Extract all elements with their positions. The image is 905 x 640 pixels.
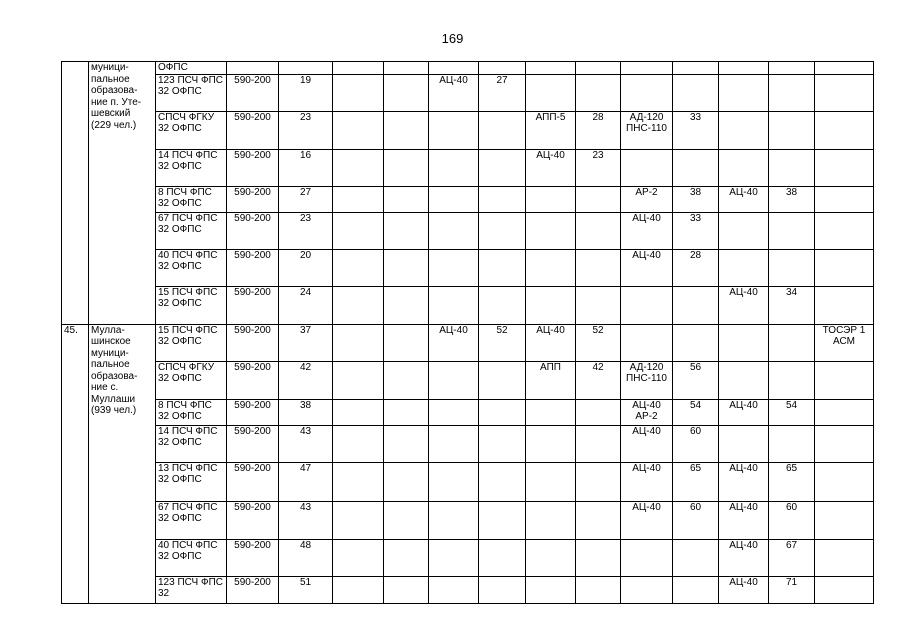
rank-cell: 590-200 [227,249,279,286]
equipment-cell [719,212,769,249]
resources-table [61,61,874,604]
time-cell [384,74,429,111]
time-cell [576,399,621,425]
table-row [62,111,874,149]
equipment-cell [719,324,769,361]
time-cell [769,62,815,75]
time-cell [673,62,719,75]
rank-cell: 590-200 [227,111,279,149]
unit-cell: СПСЧ ФГКУ 32 ОФПС [156,111,227,149]
unit-cell: 67 ПСЧ ФПС 32 ОФПС [156,212,227,249]
table-row [62,249,874,286]
time-cell [479,501,526,539]
equipment-cell [429,501,479,539]
arrival-time-cell: 23 [279,111,333,149]
note-cell [815,249,874,286]
table-row [62,149,874,186]
time-cell [384,576,429,603]
equipment-cell: АЦ-40 [621,212,673,249]
equipment-cell [621,576,673,603]
table-row [62,399,874,425]
time-cell [479,361,526,399]
equipment-cell [526,501,576,539]
equipment-cell [333,149,384,186]
equipment-cell [526,186,576,212]
equipment-cell: АД-120 ПНС-110 [621,111,673,149]
equipment-cell [333,501,384,539]
time-cell [673,539,719,576]
table-row [62,576,874,603]
rank-cell: 590-200 [227,212,279,249]
table-row [62,212,874,249]
equipment-cell [333,186,384,212]
row-number-cell [62,62,89,325]
time-cell [769,361,815,399]
note-cell [815,576,874,603]
equipment-cell: АР-2 [621,186,673,212]
equipment-cell: АЦ-40 [526,324,576,361]
equipment-cell [526,212,576,249]
unit-cell: СПСЧ ФГКУ 32 ОФПС [156,361,227,399]
time-cell: 60 [769,501,815,539]
equipment-cell: АЦ-40 [526,149,576,186]
time-cell [384,62,429,75]
time-cell: 33 [673,111,719,149]
time-cell [479,576,526,603]
equipment-cell: АЦ-40 [719,539,769,576]
table-row [62,286,874,324]
arrival-time-cell: 23 [279,212,333,249]
equipment-cell [333,539,384,576]
equipment-cell [333,212,384,249]
unit-cell: 15 ПСЧ ФПС 32 ОФПС [156,286,227,324]
equipment-cell [333,324,384,361]
time-cell [576,286,621,324]
equipment-cell [429,425,479,462]
equipment-cell [333,361,384,399]
arrival-time-cell: 51 [279,576,333,603]
time-cell [576,186,621,212]
equipment-cell [719,249,769,286]
rank-cell: 590-200 [227,324,279,361]
time-cell: 52 [479,324,526,361]
equipment-cell [429,399,479,425]
arrival-time-cell: 42 [279,361,333,399]
equipment-cell [429,111,479,149]
equipment-cell: АЦ-40 [719,501,769,539]
time-cell [384,249,429,286]
arrival-time-cell: 27 [279,186,333,212]
table-row [62,62,874,75]
time-cell [576,62,621,75]
time-cell [479,186,526,212]
equipment-cell [719,111,769,149]
equipment-cell: АЦ-40 [719,186,769,212]
time-cell: 65 [673,462,719,501]
time-cell [576,539,621,576]
time-cell [479,111,526,149]
arrival-time-cell: 47 [279,462,333,501]
note-cell [815,501,874,539]
rank-cell: 590-200 [227,361,279,399]
time-cell [479,539,526,576]
time-cell [479,62,526,75]
unit-cell: 13 ПСЧ ФПС 32 ОФПС [156,462,227,501]
time-cell [769,249,815,286]
equipment-cell [621,286,673,324]
equipment-cell [526,249,576,286]
equipment-cell [526,462,576,501]
time-cell [673,74,719,111]
arrival-time-cell: 20 [279,249,333,286]
equipment-cell: АЦ-40 [429,74,479,111]
equipment-cell [526,425,576,462]
equipment-cell: АЦ-40 АР-2 [621,399,673,425]
rank-cell: 590-200 [227,149,279,186]
equipment-cell [429,212,479,249]
rank-cell: 590-200 [227,74,279,111]
table-row [62,539,874,576]
time-cell [576,212,621,249]
time-cell [769,74,815,111]
time-cell: 52 [576,324,621,361]
equipment-cell: АД-120 ПНС-110 [621,361,673,399]
unit-cell: 40 ПСЧ ФПС 32 ОФПС [156,539,227,576]
equipment-cell [719,361,769,399]
equipment-cell: АЦ-40 [621,501,673,539]
page-number: 169 [441,31,464,46]
time-cell [479,149,526,186]
equipment-cell: АЦ-40 [621,462,673,501]
equipment-cell [429,62,479,75]
equipment-cell [429,576,479,603]
time-cell [769,149,815,186]
table-row [62,425,874,462]
equipment-cell [429,249,479,286]
time-cell: 33 [673,212,719,249]
note-cell [815,111,874,149]
note-cell [815,399,874,425]
equipment-cell [719,425,769,462]
note-cell [815,361,874,399]
time-cell [479,249,526,286]
equipment-cell [429,286,479,324]
equipment-cell [621,62,673,75]
equipment-cell: АЦ-40 [621,249,673,286]
equipment-cell [333,399,384,425]
arrival-time-cell: 48 [279,539,333,576]
arrival-time-cell: 19 [279,74,333,111]
time-cell [384,462,429,501]
equipment-cell [333,576,384,603]
unit-cell: 15 ПСЧ ФПС 32 ОФПС [156,324,227,361]
time-cell [384,286,429,324]
arrival-time-cell: 43 [279,501,333,539]
time-cell: 42 [576,361,621,399]
time-cell: 38 [673,186,719,212]
equipment-cell [429,186,479,212]
rank-cell: 590-200 [227,539,279,576]
equipment-cell [429,539,479,576]
time-cell [384,111,429,149]
row-number-cell: 45. [62,324,89,603]
time-cell [384,361,429,399]
time-cell [479,425,526,462]
time-cell [576,425,621,462]
arrival-time-cell: 24 [279,286,333,324]
rank-cell: 590-200 [227,462,279,501]
equipment-cell: АПП-5 [526,111,576,149]
time-cell [673,286,719,324]
time-cell: 23 [576,149,621,186]
time-cell: 60 [673,425,719,462]
time-cell [384,149,429,186]
equipment-cell: АЦ-40 [719,399,769,425]
equipment-cell [526,399,576,425]
time-cell [576,249,621,286]
note-cell [815,212,874,249]
equipment-cell [526,576,576,603]
time-cell [769,324,815,361]
unit-cell: 123 ПСЧ ФПС 32 ОФПС [156,74,227,111]
note-cell [815,186,874,212]
rank-cell: 590-200 [227,501,279,539]
arrival-time-cell: 37 [279,324,333,361]
time-cell: 27 [479,74,526,111]
time-cell [576,74,621,111]
equipment-cell [333,462,384,501]
unit-cell: 67 ПСЧ ФПС 32 ОФПС [156,501,227,539]
time-cell [673,576,719,603]
time-cell [576,576,621,603]
table-row [62,361,874,399]
equipment-cell [621,74,673,111]
time-cell [384,399,429,425]
unit-cell: 8 ПСЧ ФПС 32 ОФПС [156,399,227,425]
arrival-time-cell: 38 [279,399,333,425]
time-cell: 71 [769,576,815,603]
rank-cell: 590-200 [227,425,279,462]
time-cell: 28 [673,249,719,286]
equipment-cell [526,74,576,111]
note-cell [815,539,874,576]
equipment-cell [333,62,384,75]
time-cell [479,212,526,249]
table-row [62,74,874,111]
table-row [62,501,874,539]
time-cell: 38 [769,186,815,212]
equipment-cell [719,62,769,75]
time-cell: 28 [576,111,621,149]
unit-cell: 40 ПСЧ ФПС 32 ОФПС [156,249,227,286]
municipality-cell: муници- пальное образова- ние п. Уте- шевский (229 чел.) [89,62,156,325]
equipment-cell [333,111,384,149]
equipment-cell [333,425,384,462]
time-cell [769,111,815,149]
time-cell [384,501,429,539]
unit-cell: 14 ПСЧ ФПС 32 ОФПС [156,149,227,186]
time-cell [479,462,526,501]
time-cell [769,212,815,249]
time-cell [673,324,719,361]
arrival-time-cell: 16 [279,149,333,186]
time-cell: 54 [769,399,815,425]
equipment-cell [719,149,769,186]
time-cell [384,212,429,249]
arrival-time-cell: 43 [279,425,333,462]
equipment-cell [429,462,479,501]
rank-cell [227,62,279,75]
time-cell [384,425,429,462]
equipment-cell [719,74,769,111]
table-row [62,186,874,212]
note-cell [815,425,874,462]
rank-cell: 590-200 [227,286,279,324]
equipment-cell [333,286,384,324]
unit-cell: 8 ПСЧ ФПС 32 ОФПС [156,186,227,212]
time-cell [576,462,621,501]
unit-cell: ОФПС [156,62,227,75]
unit-cell: 14 ПСЧ ФПС 32 ОФПС [156,425,227,462]
rank-cell: 590-200 [227,399,279,425]
time-cell: 60 [673,501,719,539]
equipment-cell: АЦ-40 [719,462,769,501]
equipment-cell: АЦ-40 [429,324,479,361]
time-cell: 67 [769,539,815,576]
equipment-cell [333,74,384,111]
time-cell [384,324,429,361]
equipment-cell [526,62,576,75]
equipment-cell [333,249,384,286]
equipment-cell: АЦ-40 [621,425,673,462]
equipment-cell: АПП [526,361,576,399]
time-cell [384,539,429,576]
equipment-cell [526,286,576,324]
equipment-cell [621,149,673,186]
time-cell [479,399,526,425]
time-cell [479,286,526,324]
time-cell [769,425,815,462]
time-cell [673,149,719,186]
time-cell [576,501,621,539]
time-cell: 65 [769,462,815,501]
arrival-time-cell [279,62,333,75]
rank-cell: 590-200 [227,576,279,603]
note-cell [815,149,874,186]
time-cell: 54 [673,399,719,425]
note-cell [815,62,874,75]
note-cell: ТОСЭР 1 АСМ [815,324,874,361]
equipment-cell: АЦ-40 [719,576,769,603]
unit-cell: 123 ПСЧ ФПС 32 [156,576,227,603]
time-cell: 56 [673,361,719,399]
equipment-cell: АЦ-40 [719,286,769,324]
municipality-cell: Мулла- шинское муници- пальное образова- ние с. Муллаши (939 чел.) [89,324,156,603]
equipment-cell [429,149,479,186]
rank-cell: 590-200 [227,186,279,212]
equipment-cell [526,539,576,576]
note-cell [815,286,874,324]
time-cell [384,186,429,212]
equipment-cell [429,361,479,399]
time-cell: 34 [769,286,815,324]
table-row [62,324,874,361]
table-row [62,462,874,501]
equipment-cell [621,539,673,576]
equipment-cell [621,324,673,361]
note-cell [815,74,874,111]
note-cell [815,462,874,501]
